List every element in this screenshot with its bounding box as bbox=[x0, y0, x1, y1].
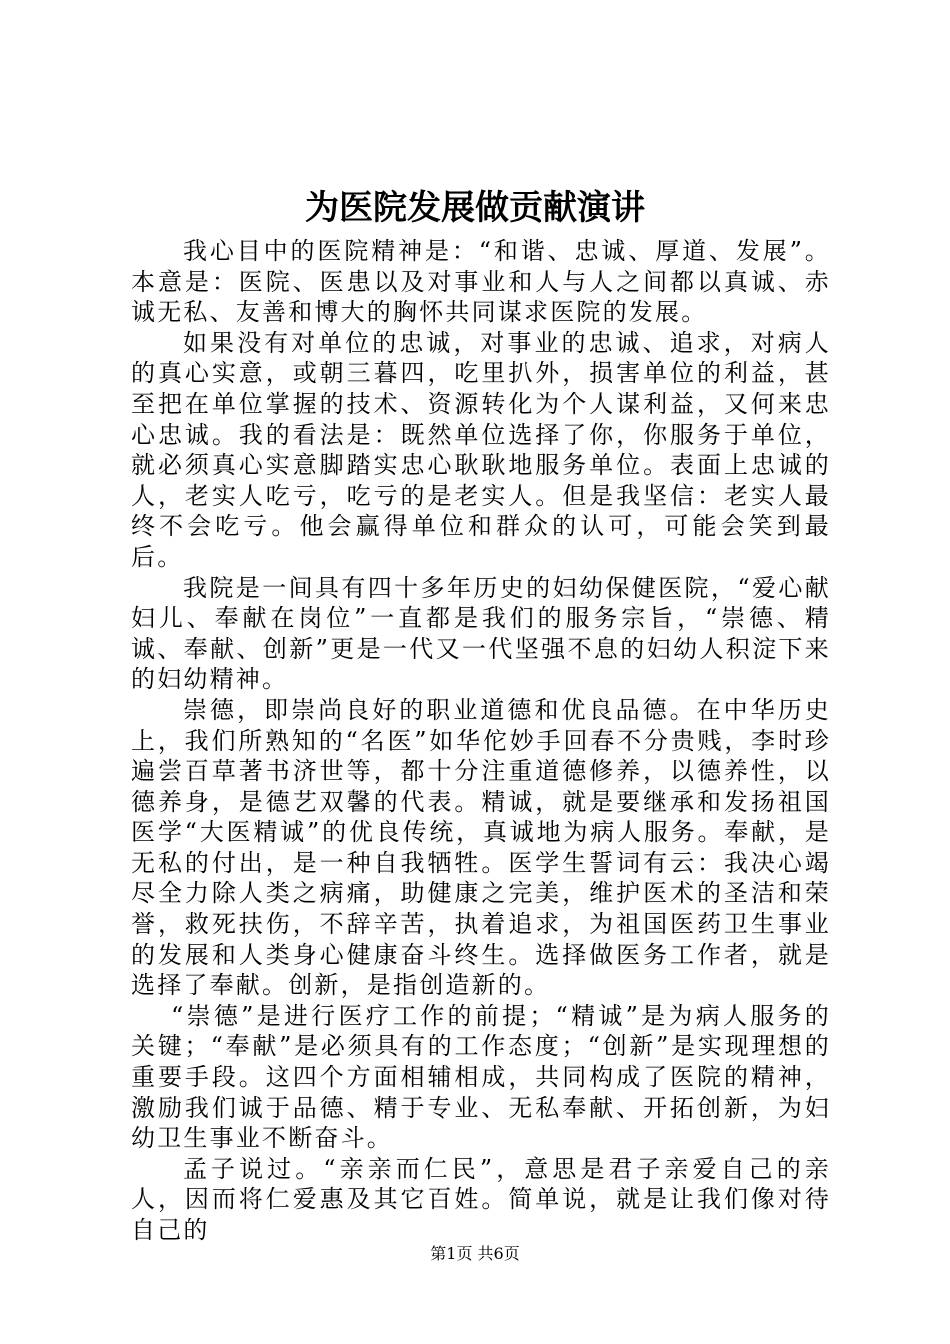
paragraph-1: 我心目中的医院精神是：“和谐、忠诚、厚道、发展”。本意是：医院、医患以及对事业和人与人之间都以真诚、赤诚无私、友善和博大的胸怀共同谋求医院的发展。 bbox=[131, 237, 831, 327]
document-title: 为医院发展做贡献演讲 bbox=[305, 188, 645, 228]
document-body bbox=[131, 236, 831, 1246]
paragraph-4: 崇德，即崇尚良好的职业道德和优良品德。在中华历史上，我们所熟知的“名医”如华佗妙手回春不分贵贱，李时珍遍尝百草著书济世等，都十分注重道德修养，以德养性，以德养身，是德艺双馨的代表。精诚，就是要继承和发扬祖国医学“大医精诚”的优良传统，真诚地为病人服务。奉献，是无私的付出，是一种自我牺牲。医学生誓词有云：我决心竭尽全力除人类之病痛，助健康之完美，维护医术的圣洁和荣誉，救死扶伤，不辞辛苦，执着追求，为祖国医药卫生事业的发展和人类身心健康奋斗终生。选择做医务工作者，就是选择了奉献。创新，是指创造新的。 bbox=[131, 695, 831, 1000]
paragraph-3: 我院是一间具有四十多年历史的妇幼保健医院，“爱心献妇儿、奉献在岗位”一直都是我们的服务宗旨，“崇德、精诚、奉献、创新”更是一代又一代坚强不息的妇幼人积淀下来的妇幼精神。 bbox=[131, 573, 831, 694]
paragraph-2: 如果没有对单位的忠诚，对事业的忠诚、追求，对病人的真心实意，或朝三暮四，吃里扒外，损害单位的利益，甚至把在单位掌握的技术、资源转化为个人谋利益，又何来忠心忠诚。我的看法是：既然单位选择了你，你服务于单位，就必须真心实意脚踏实忠心耿耿地服务单位。表面上忠诚的人，老实人吃亏，吃亏的是老实人。但是我坚信：老实人最终不会吃亏。他会赢得单位和群众的认可，可能会笑到最后。 bbox=[131, 328, 831, 571]
page-number-footer: 第1页 共6页 bbox=[430, 1244, 520, 1263]
paragraph-5: “崇德”是进行医疗工作的前提；“精诚”是为病人服务的关键；“奉献”是必须具有的工作态度；“创新”是实现理想的重要手段。这四个方面相辅相成，共同构成了医院的精神，激励我们诚于品德、精于专业、无私奉献、开拓创新，为妇幼卫生事业不断奋斗。 bbox=[131, 1001, 831, 1153]
paragraph-6: 孟子说过。“亲亲而仁民”，意思是君子亲爱自己的亲人，因而将仁爱惠及其它百姓。简单说，就是让我们像对待自己的 bbox=[131, 1154, 831, 1244]
